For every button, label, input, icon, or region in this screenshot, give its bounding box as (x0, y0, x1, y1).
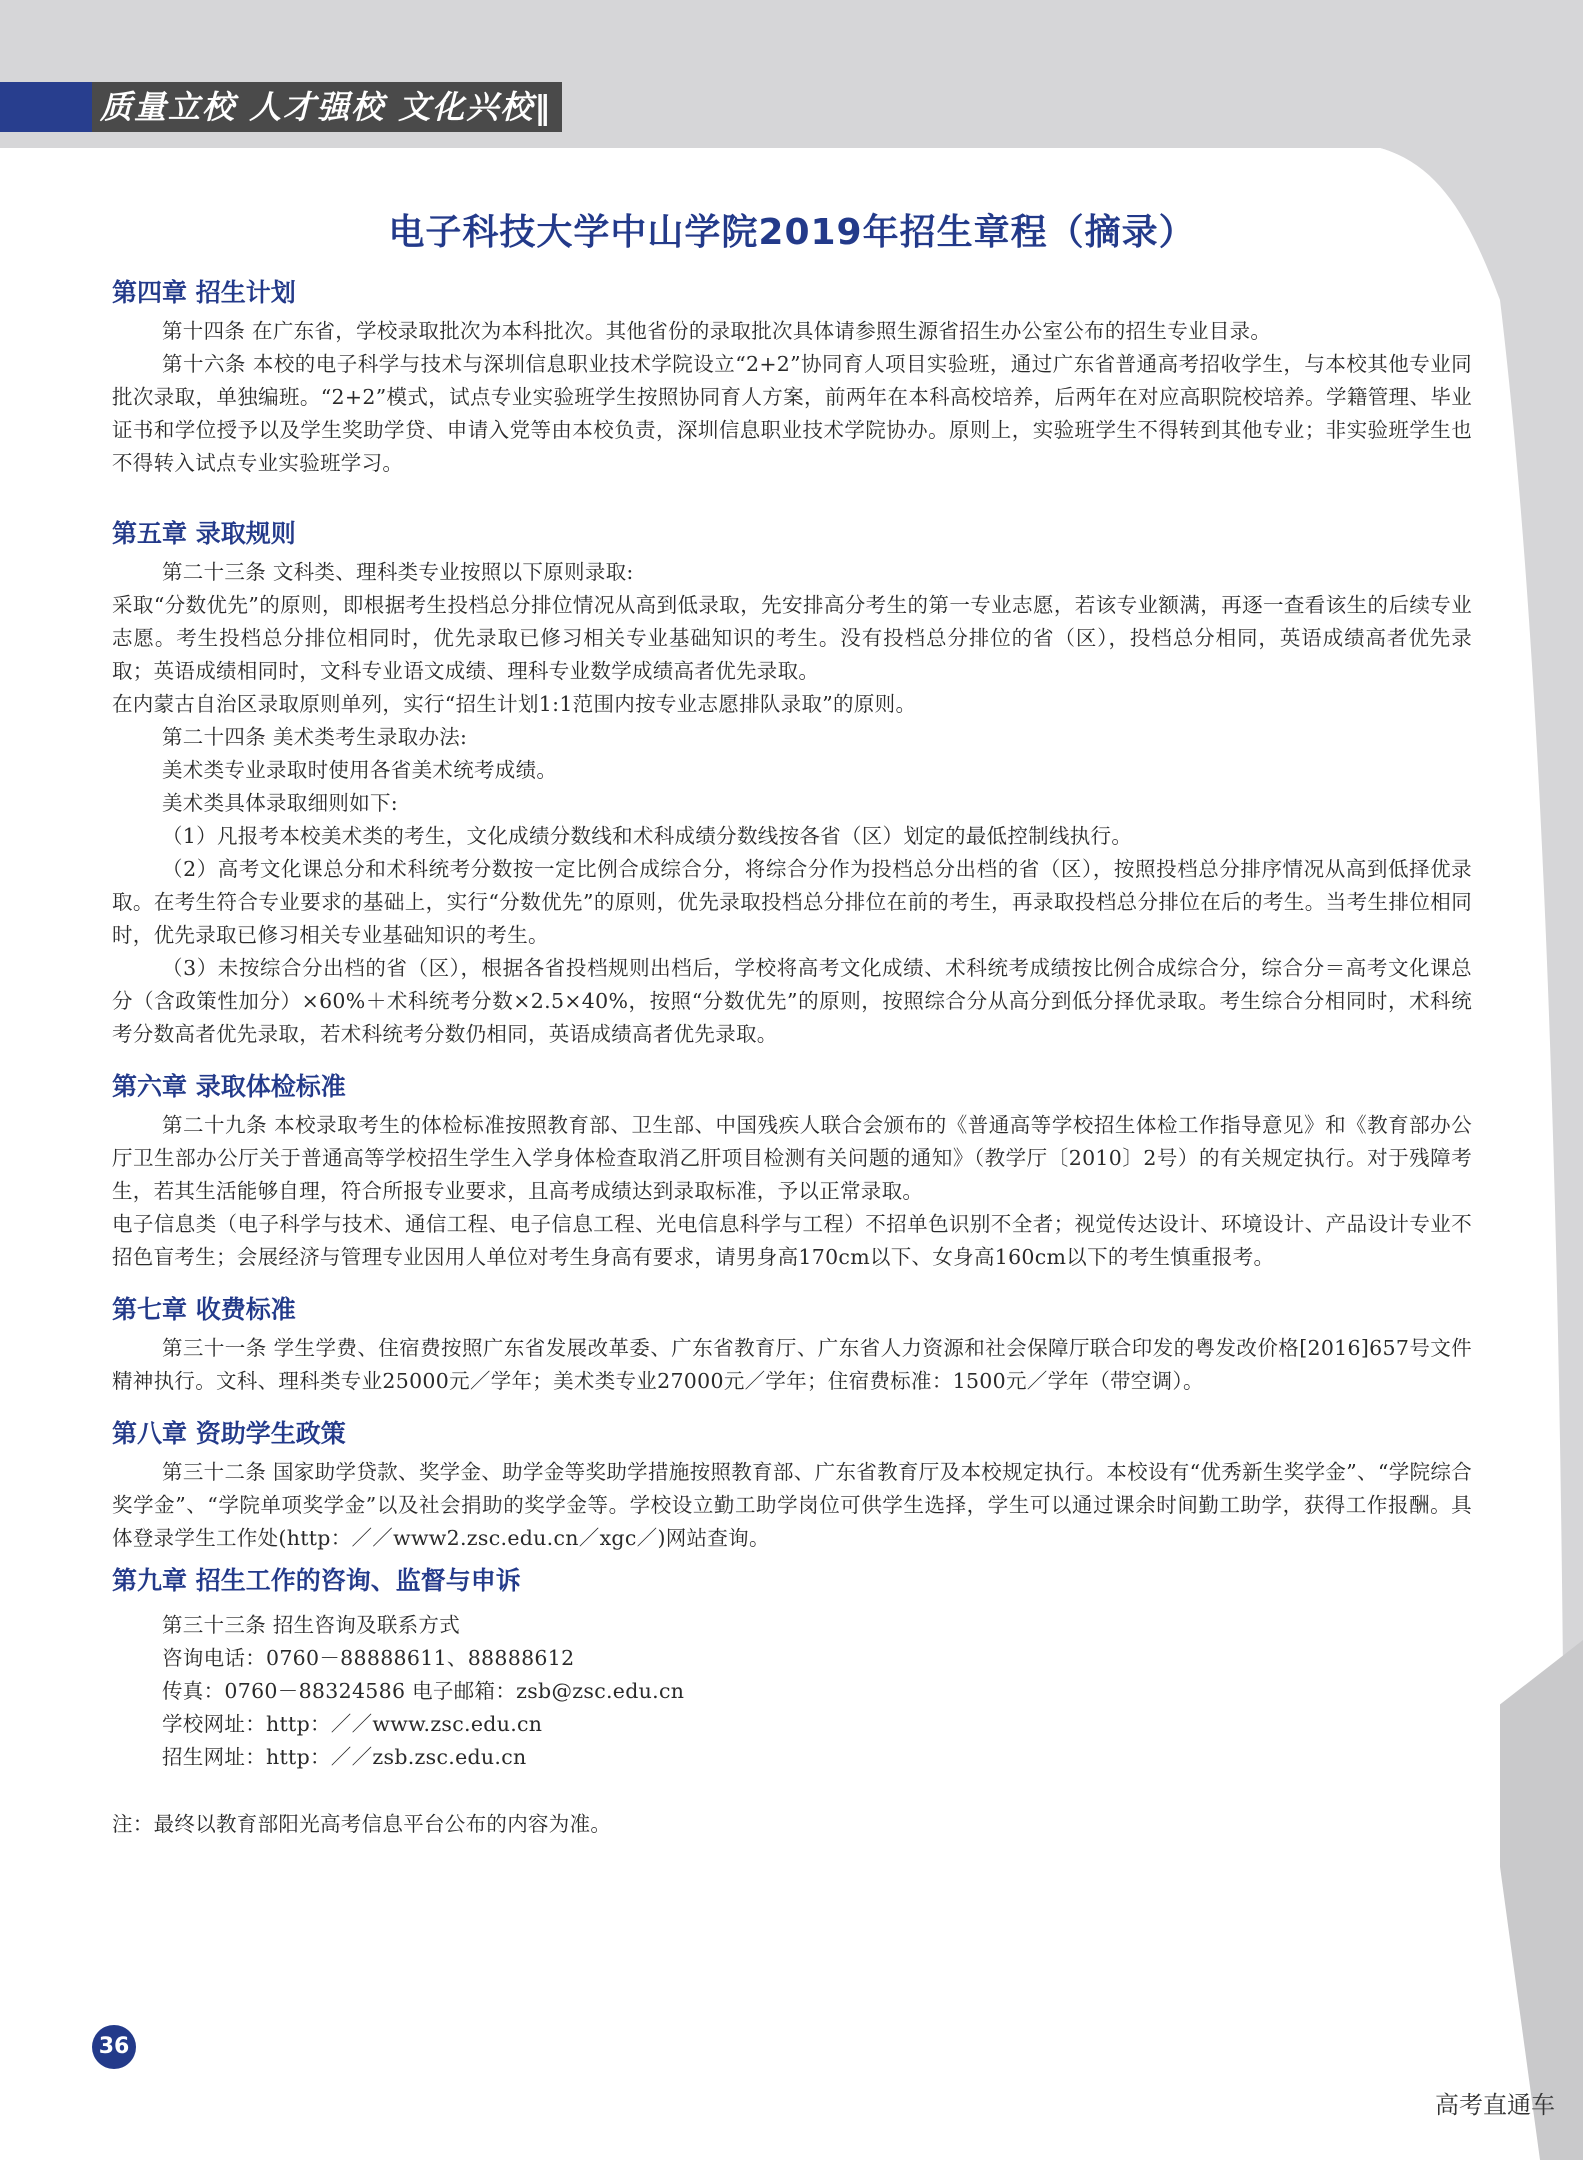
contact-school-website: 学校网址：http：／／www.zsc.edu.cn (162, 1712, 543, 1736)
footnote: 注：最终以教育部阳光高考信息平台公布的内容为准。 (112, 1812, 612, 1836)
chapter-4-heading: 第四章 招生计划 (112, 278, 296, 307)
article-23: 第二十三条 文科类、理科类专业按照以下原则录取: (162, 560, 634, 584)
art-rule-3: （3）未按综合分出档的省（区），根据各省投档规则出档后，学校将高考文化成绩、术科统考成绩按比例合成综合分，综合分＝高考文化课总分（含政策性加分）×60%＋术科统考分数×2.5×40%，按照“分数优先”的原则，按照综合分从高分到低分择优录取。考生综合分相同时，术科统考分数高者优先录取，若术科统考分数仍相同，英语成绩高者优先录取。 (112, 956, 1472, 1046)
contact-phone: 咨询电话：0760－88888611、88888612 (162, 1646, 575, 1670)
article-24-scores: 美术类专业录取时使用各省美术统考成绩。 (162, 758, 558, 782)
article-32: 第三十二条 国家助学贷款、奖学金、助学金等奖助学措施按照教育部、广东省教育厅及本校规定执行。本校设有“优秀新生奖学金”、“学院综合奖学金”、“学院单项奖学金”以及社会捐助的奖学金等。学校设立勤工助学岗位可供学生选择，学生可以通过课余时间勤工助学，获得工作报酬。具体登录学生工作处(http：／／www2.zsc.edu.cn／xgc／)网站查询。 (112, 1460, 1472, 1550)
header-motto: 质量立校 人才强校 文化兴校‖ (100, 88, 553, 126)
page-number: 36 (92, 2025, 136, 2069)
header-banner-accent (0, 82, 92, 132)
article-33: 第三十三条 招生咨询及联系方式 (162, 1613, 461, 1637)
article-29-restrictions: 电子信息类（电子科学与技术、通信工程、电子信息工程、光电信息科学与工程）不招单色识别不全者；视觉传达设计、环境设计、产品设计专业不招色盲考生；会展经济与管理专业因用人单位对考生身高有要求，请男身高170cm以下、女身高160cm以下的考生慎重报考。 (112, 1212, 1472, 1269)
chapter-7-heading: 第七章 收费标准 (112, 1295, 296, 1324)
article-24-details: 美术类具体录取细则如下: (162, 791, 399, 815)
article-23-inner-mongolia: 在内蒙古自治区录取原则单列，实行“招生计划1:1范围内按专业志愿排队录取”的原则。 (112, 692, 917, 716)
contact-admission-website: 招生网址：http：／／zsb.zsc.edu.cn (162, 1745, 527, 1769)
article-14: 第十四条 在广东省，学校录取批次为本科批次。其他省份的录取批次具体请参照生源省招生办公室公布的招生专业目录。 (162, 319, 1272, 343)
chapter-5-heading: 第五章 录取规则 (112, 519, 296, 548)
article-23-rule: 采取“分数优先”的原则，即根据考生投档总分排位情况从高到低录取，先安排高分考生的第一专业志愿，若该专业额满，再逐一查看该生的后续专业志愿。考生投档总分排位相同时，优先录取已修习相关专业基础知识的考生。没有投档总分排位的省（区），投档总分相同，英语成绩高者优先录取；英语成绩相同时，文科专业语文成绩、理科专业数学成绩高者优先录取。 (112, 593, 1472, 683)
chapter-6-heading: 第六章 录取体检标准 (112, 1072, 346, 1101)
watermark-text: 高考直通车 (1435, 2091, 1555, 2119)
article-24: 第二十四条 美术类考生录取办法: (162, 725, 468, 749)
page-title: 电子科技大学中山学院2019年招生章程（摘录） (388, 212, 1196, 253)
chapter-8-heading: 第八章 资助学生政策 (112, 1419, 346, 1448)
chapter-9-heading: 第九章 招生工作的咨询、监督与申诉 (112, 1566, 521, 1595)
article-16: 第十六条 本校的电子科学与技术与深圳信息职业技术学院设立“2+2”协同育人项目实验班，通过广东省普通高考招收学生，与本校其他专业同批次录取，单独编班。“2+2”模式，试点专业实验班学生按照协同育人方案，前两年在本科高校培养，后两年在对应高职院校培养。学籍管理、毕业证书和学位授予以及学生奖助学贷、申请入党等由本校负责，深圳信息职业技术学院协办。原则上，实验班学生不得转到其他专业；非实验班学生也不得转入试点专业实验班学习。 (112, 352, 1472, 475)
contact-fax-email: 传真：0760－88324586 电子邮箱：zsb@zsc.edu.cn (162, 1679, 685, 1703)
article-29: 第二十九条 本校录取考生的体检标准按照教育部、卫生部、中国残疾人联合会颁布的《普通高等学校招生体检工作指导意见》和《教育部办公厅卫生部办公厅关于普通高等学校招生学生入学身体检查取消乙肝项目检测有关问题的通知》（教学厅〔2010〕2号）的有关规定执行。对于残障考生，若其生活能够自理，符合所报专业要求，且高考成绩达到录取标准，予以正常录取。 (112, 1113, 1472, 1203)
article-31: 第三十一条 学生学费、住宿费按照广东省发展改革委、广东省教育厅、广东省人力资源和社会保障厅联合印发的粤发改价格[2016]657号文件精神执行。文科、理科类专业25000元／学年；美术类专业27000元／学年；住宿费标准：1500元／学年（带空调）。 (112, 1336, 1472, 1393)
art-rule-1: （1）凡报考本校美术类的考生，文化成绩分数线和术科成绩分数线按各省（区）划定的最低控制线执行。 (162, 824, 1133, 848)
document-body (112, 196, 1472, 1841)
art-rule-2: （2）高考文化课总分和术科统考分数按一定比例合成综合分，将综合分作为投档总分出档的省（区），按照投档总分排序情况从高到低择优录取。在考生符合专业要求的基础上，实行“分数优先”的原则，优先录取投档总分排位在前的考生，再录取投档总分排位在后的考生。当考生排位相同时，优先录取已修习相关专业基础知识的考生。 (112, 857, 1472, 947)
